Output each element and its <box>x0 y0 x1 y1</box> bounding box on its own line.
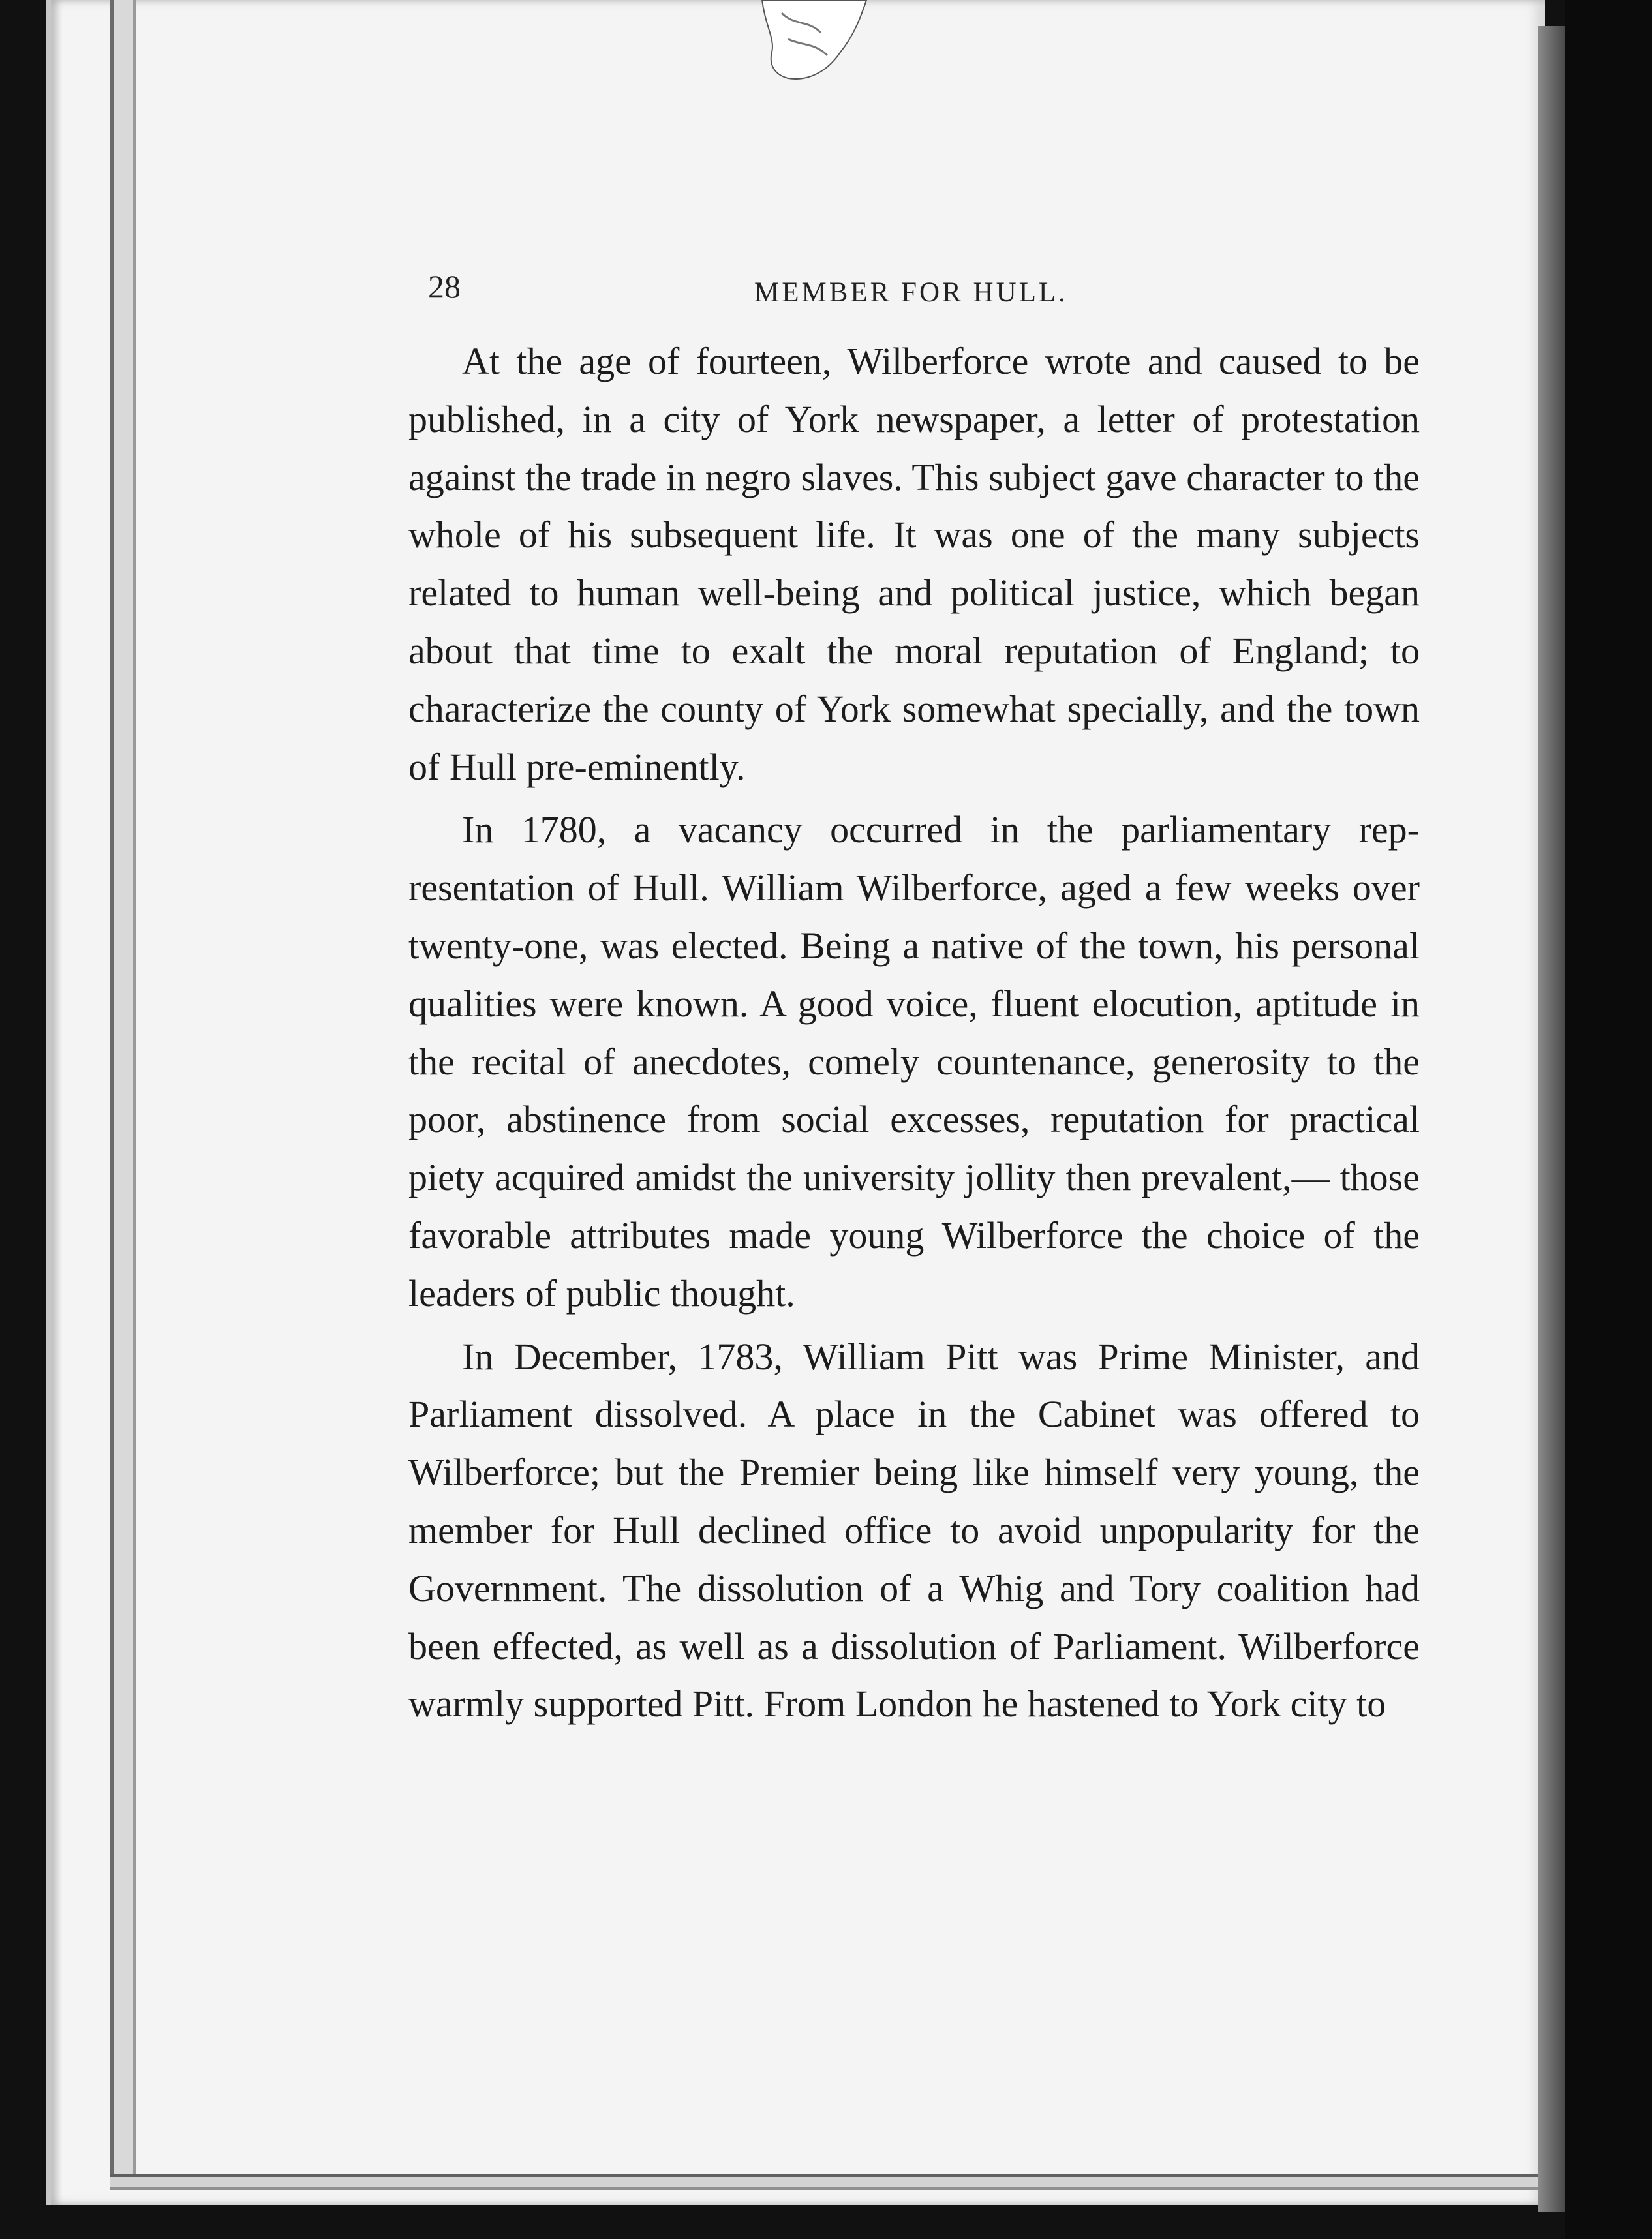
paragraph: In December, 1783, William Pitt was Prime Minister, and Parliament dissolved. A place in the Cabinet was offered to Wilberforce; but the Premier being like himself very young, the member for Hull declined office to avoid unpopularity for the Government. The dissolution of a Whig and Tory coalition had been effected, as well as a dissolution of Parliament. Wilberforce warmly supported Pitt. From London he hastened to York city to <box>408 1335 1420 1726</box>
binding-shadow-right <box>1538 26 1565 2212</box>
page-border-bottom <box>110 2174 1545 2190</box>
binding-shadow-left <box>110 0 136 2179</box>
body-text <box>408 333 1420 1739</box>
scan-background-edge <box>1565 0 1652 2239</box>
running-head-title: MEMBER FOR HULL. <box>754 277 1068 308</box>
torn-paper-mark <box>749 0 880 85</box>
paragraph: In 1780, a vacancy occurred in the parliamentary representation of Hull. William Wilberforce, aged a few weeks over twenty-one, was elected. Being a native of the town, his personal qualities were known. A good voice, fluent elocution, aptitude in the recital of anecdotes, comely countenance, generosity to the poor, abstinence from social excesses, reputation for practical piety acquired amidst the university jollity then prevalent,— those favorable attributes made young Wilberforce the choice of the leaders of public thought. <box>408 808 1420 1315</box>
paragraph: At the age of fourteen, Wilberforce wrote and caused to be published, in a city of York newspaper, a letter of protestation against the trade in negro slaves. This subject gave character to the whole of his subsequent life. It was one of the many subjects related to human well-being and political justice, which began about that time to exalt the moral reputation of England; to characterize the county of York somewhat specially, and the town of Hull pre-eminently. <box>408 340 1420 788</box>
page-number: 28 <box>428 268 461 305</box>
book-page <box>46 0 1545 2205</box>
running-head <box>428 267 1420 320</box>
